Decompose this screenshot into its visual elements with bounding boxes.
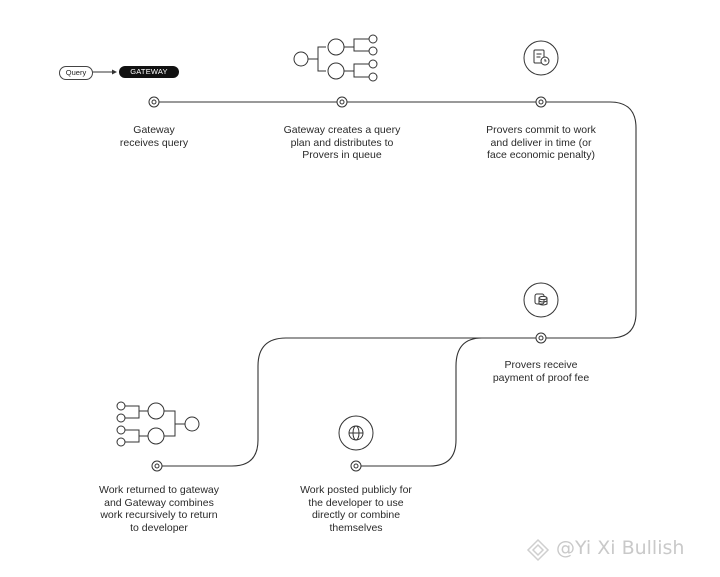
- step-label-receive: Gateway receives query: [119, 124, 189, 149]
- watermark-logo-icon: [528, 540, 548, 560]
- flow-branch: [356, 338, 541, 466]
- step-label-returned: Work returned to gateway and Gateway combines work recursively to return to developer: [98, 484, 220, 534]
- step-label-posted: Work posted publicly for the developer to use directly or combine themselves: [300, 484, 412, 534]
- node-plan: [337, 97, 347, 107]
- fan-in-tree-icon: [117, 402, 199, 446]
- node-receive: [149, 97, 159, 107]
- node-commit: [536, 97, 546, 107]
- watermark-text: @Yi Xi Bullish: [556, 537, 685, 559]
- step-label-commit: Provers commit to work and deliver in time (or face economic penalty): [486, 124, 596, 161]
- globe-icon: [339, 416, 373, 450]
- step-label-plan: Gateway creates a query plan and distributes to Provers in queue: [283, 124, 401, 161]
- query-pill: Query: [59, 66, 93, 80]
- coin-stack-icon: [524, 283, 558, 317]
- node-returned: [152, 461, 162, 471]
- gateway-pill: GATEWAY: [119, 66, 179, 78]
- document-clock-icon: [524, 41, 558, 75]
- node-posted: [351, 461, 361, 471]
- node-payment: [536, 333, 546, 343]
- fan-out-tree-icon: [294, 35, 377, 81]
- step-label-payment: Provers receive payment of proof fee: [492, 359, 590, 384]
- arrow-head-icon: [112, 70, 117, 75]
